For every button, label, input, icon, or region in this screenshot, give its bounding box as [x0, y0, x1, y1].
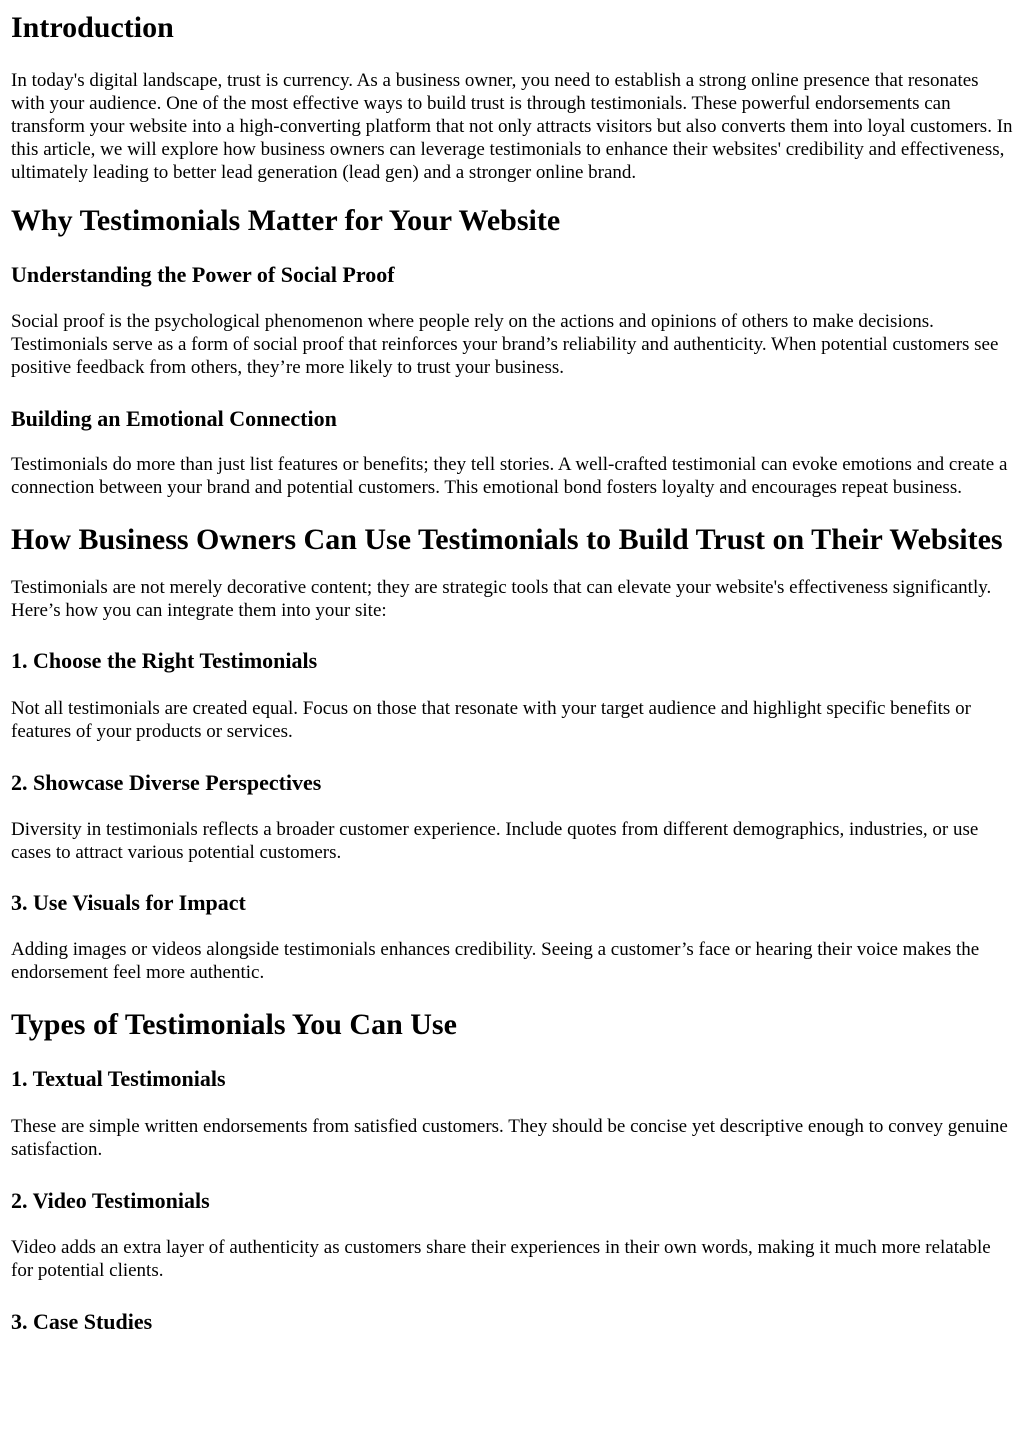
paragraph-how-business-owners: Testimonials are not merely decorative content; they are strategic tools that can elevate your website's effectiveness significantly. Here’s how you can integrate them into your site: — [11, 577, 992, 621]
subheading-diverse-perspectives: 2. Showcase Diverse Perspectives — [11, 770, 322, 795]
paragraph-diverse-perspectives: Diversity in testimonials reflects a broader customer experience. Include quotes from different demographics, industries, or use cases to attract various potential customers. — [11, 819, 979, 863]
paragraph-introduction: In today's digital landscape, trust is currency. As a business owner, you need to establish a strong online presence that resonates with your audience. One of the most effective ways to build trust is through testimonials. These powerful endorsements can transform your website into a high-converting platform that not only attracts visitors but also converts them into loyal customers. In this article, we will explore how business owners can leverage testimonials to enhance their websites' credibility and effectiveness, ultimately leading to better lead generation (lead gen) and a stronger online brand. — [11, 70, 1013, 183]
subheading-choose-right: 1. Choose the Right Testimonials — [11, 648, 318, 673]
paragraph-emotional-connection: Testimonials do more than just list features or benefits; they tell stories. A well-crafted testimonial can evoke emotions and create a connection between your brand and potential customers. This emotional bond fosters loyalty and encourages repeat business. — [11, 454, 1008, 498]
heading-why-testimonials-matter: Why Testimonials Matter for Your Website — [11, 204, 561, 237]
subheading-emotional-connection: Building an Emotional Connection — [11, 406, 337, 431]
heading-introduction: Introduction — [11, 11, 174, 44]
article — [0, 10, 1024, 1335]
subheading-case-studies: 3. Case Studies — [11, 1309, 153, 1334]
heading-how-business-owners: How Business Owners Can Use Testimonials to Build Trust on Their Websites — [11, 523, 1003, 556]
paragraph-choose-right: Not all testimonials are created equal. Focus on those that resonate with your target audience and highlight specific benefits or features of your products or services. — [11, 698, 971, 742]
subheading-social-proof: Understanding the Power of Social Proof — [11, 262, 395, 287]
paragraph-use-visuals: Adding images or videos alongside testimonials enhances credibility. Seeing a customer’s face or hearing their voice makes the endorsement feel more authentic. — [11, 939, 980, 983]
paragraph-video-testimonials: Video adds an extra layer of authenticity as customers share their experiences in their own words, making it much more relatable for potential clients. — [11, 1237, 991, 1281]
subheading-video-testimonials: 2. Video Testimonials — [11, 1188, 210, 1213]
paragraph-social-proof: Social proof is the psychological phenomenon where people rely on the actions and opinions of others to make decisions. Testimonials serve as a form of social proof that reinforces your brand’s reliability and authenticity. When potential customers see positive feedback from others, they’re more likely to trust your business. — [11, 311, 999, 378]
paragraph-textual-testimonials: These are simple written endorsements from satisfied customers. They should be concise yet descriptive enough to convey genuine satisfaction. — [11, 1116, 1008, 1160]
subheading-use-visuals: 3. Use Visuals for Impact — [11, 890, 246, 915]
heading-types-of-testimonials: Types of Testimonials You Can Use — [11, 1008, 457, 1041]
subheading-textual-testimonials: 1. Textual Testimonials — [11, 1066, 226, 1091]
